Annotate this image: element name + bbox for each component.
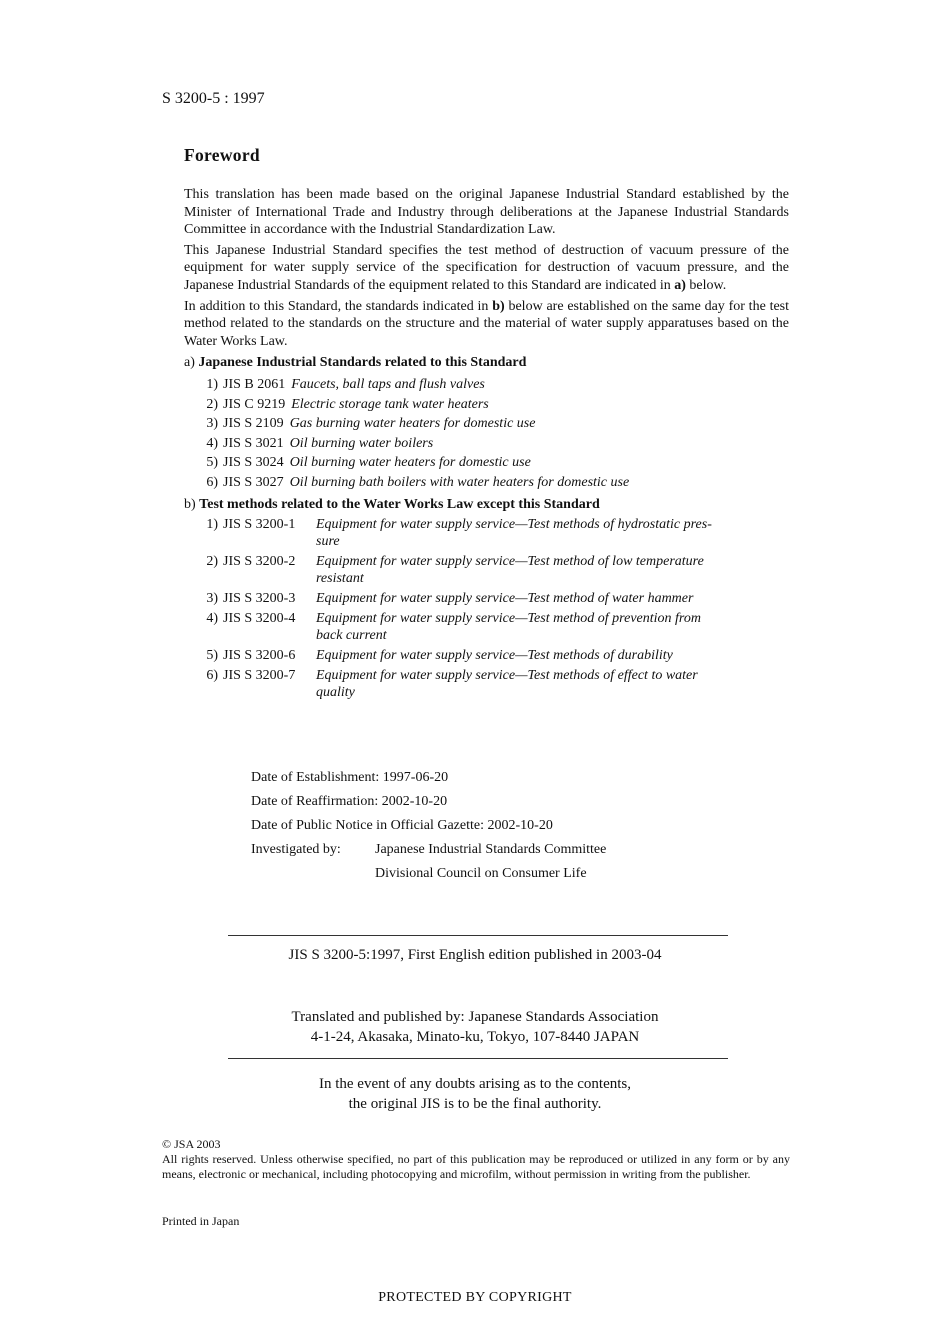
item-code: JIS S 2109 <box>223 416 284 432</box>
paragraph-2 <box>184 242 789 295</box>
authority-note <box>0 1074 950 1114</box>
list-item <box>184 647 789 664</box>
item-title: Gas burning water heaters for domestic use <box>289 416 536 432</box>
item-code: JIS S 3027 <box>223 474 284 490</box>
investigated-council: Divisional Council on Consumer Life <box>375 866 587 881</box>
list-item <box>184 610 789 644</box>
date-establishment: Date of Establishment: 1997-06-20 <box>251 770 449 785</box>
copyright-mark: © JSA 2003 <box>162 1137 221 1151</box>
item-code: JIS S 3200-7 <box>223 667 296 683</box>
authority-line-2: the original JIS is to be the final authority. <box>348 1096 602 1112</box>
divider-bottom <box>228 1058 728 1059</box>
item-title-line-1: Equipment for water supply service—Test methods of hydrostatic pres- <box>316 517 712 533</box>
item-title: Oil burning water boilers <box>289 435 434 451</box>
item-title-line-2: resistant <box>316 571 364 587</box>
item-number: 1) <box>206 376 218 392</box>
dates-block <box>251 766 606 886</box>
item-title: Oil burning bath boilers with water heaters for domestic use <box>289 474 630 490</box>
section-b-label: b) <box>184 496 196 512</box>
item-code: JIS B 2061 <box>223 376 286 392</box>
section-b-heading <box>184 495 789 515</box>
item-title: Faucets, ball taps and flush valves <box>291 376 485 392</box>
copyright-block <box>162 1137 790 1182</box>
copyright-text: All rights reserved. Unless otherwise specified, no part of this publication may be reproduced or utilized in any form or by any means, electronic or mechanical, including photocopying and microfilm, without permission in writing from the publisher. <box>162 1152 790 1181</box>
list-item <box>184 434 789 454</box>
foreword-title: Foreword <box>184 145 260 165</box>
section-b-list <box>184 516 789 701</box>
item-code: JIS S 3200-1 <box>223 517 296 533</box>
section-b-title: Test methods related to the Water Works Law except this Standard <box>199 496 600 512</box>
item-title-line-1: Equipment for water supply service—Test method of water hammer <box>316 591 694 607</box>
item-number: 3) <box>206 591 218 607</box>
list-item <box>184 473 789 493</box>
item-code: JIS S 3024 <box>223 455 284 471</box>
item-title-line-2: quality <box>316 684 355 700</box>
item-number: 2) <box>206 554 218 570</box>
item-number: 1) <box>206 517 218 533</box>
edition-line: JIS S 3200-5:1997, First English edition published in 2003-04 <box>288 947 662 963</box>
section-a-list <box>184 375 789 493</box>
item-code: JIS S 3021 <box>223 435 284 451</box>
date-reaffirmation: Date of Reaffirmation: 2002-10-20 <box>251 794 448 809</box>
list-item <box>184 395 789 415</box>
section-a-label: a) <box>184 355 195 371</box>
investigated-row <box>251 838 606 862</box>
document-id: S 3200-5 : 1997 <box>162 90 265 107</box>
section-a-title: Japanese Industrial Standards related to this Standard <box>198 355 527 371</box>
item-title: Oil burning water heaters for domestic use <box>289 455 531 471</box>
item-title: Electric storage tank water heaters <box>291 396 489 412</box>
list-item <box>184 667 789 701</box>
item-number: 6) <box>206 667 218 683</box>
item-number: 4) <box>206 435 218 451</box>
item-title-line-1: Equipment for water supply service—Test methods of durability <box>316 647 673 663</box>
list-item <box>184 516 789 550</box>
item-title-line-1: Equipment for water supply service—Test method of prevention from <box>316 610 701 626</box>
printed-in: Printed in Japan <box>162 1214 240 1228</box>
foreword-body <box>184 186 789 704</box>
item-number: 6) <box>206 474 218 490</box>
item-code: JIS S 3200-6 <box>223 647 296 663</box>
item-code: JIS S 3200-4 <box>223 610 296 626</box>
item-number: 3) <box>206 416 218 432</box>
paragraph-2-ref: a) <box>674 277 686 293</box>
list-item <box>184 453 789 473</box>
list-item <box>184 590 789 607</box>
paragraph-3-ref: b) <box>492 298 505 314</box>
publisher-line-1: Translated and published by: Japanese Standards Association <box>291 1009 659 1025</box>
paragraph-3-text: In addition to this Standard, the standards indicated in <box>184 298 489 314</box>
item-number: 4) <box>206 610 218 626</box>
protected-footer: PROTECTED BY COPYRIGHT <box>378 1290 572 1305</box>
section-a-heading <box>184 353 789 373</box>
item-code: JIS S 3200-2 <box>223 554 296 570</box>
item-title-line-2: sure <box>316 534 340 550</box>
item-title-line-1: Equipment for water supply service—Test method of low temperature <box>316 554 704 570</box>
publisher-line-2: 4-1-24, Akasaka, Minato-ku, Tokyo, 107-8440 JAPAN <box>310 1029 640 1045</box>
list-item <box>184 414 789 434</box>
item-number: 5) <box>206 647 218 663</box>
item-title-line-1: Equipment for water supply service—Test methods of effect to water <box>316 667 698 683</box>
date-public-notice: Date of Public Notice in Official Gazette: 2002-10-20 <box>251 818 553 833</box>
list-item <box>184 375 789 395</box>
paragraph-2-end: below. <box>685 277 727 293</box>
paragraph-1: This translation has been made based on the original Japanese Industrial Standard established by the Minister of International Trade and Industry through deliberations at the Japanese Industrial Standards Committee in accordance with the Industrial Standardization Law. <box>184 187 789 238</box>
item-number: 5) <box>206 455 218 471</box>
publisher-block <box>0 1007 950 1047</box>
list-item <box>184 553 789 587</box>
paragraph-2-text: This Japanese Industrial Standard specifies the test method of destruction of vacuum pressure of the equipment for water supply service of the specification for destruction of vacuum pressure, and the Japanese Industrial Standards of the equipment related to this Standard are indicated in <box>184 242 789 293</box>
investigated-label: Investigated by: <box>251 842 341 857</box>
authority-line-1: In the event of any doubts arising as to the contents, <box>318 1076 631 1092</box>
paragraph-3-rest: below are established on the same day for the test method related to the standards on the structure and the material of water supply apparatuses based on the Water Works Law. <box>184 298 790 349</box>
paragraph-3 <box>184 298 789 351</box>
item-title-line-2: back current <box>316 628 387 644</box>
item-code: JIS C 9219 <box>223 396 286 412</box>
investigated-committee: Japanese Industrial Standards Committee <box>375 842 607 857</box>
divider-top <box>228 935 728 936</box>
item-number: 2) <box>206 396 218 412</box>
item-code: JIS S 3200-3 <box>223 591 296 607</box>
